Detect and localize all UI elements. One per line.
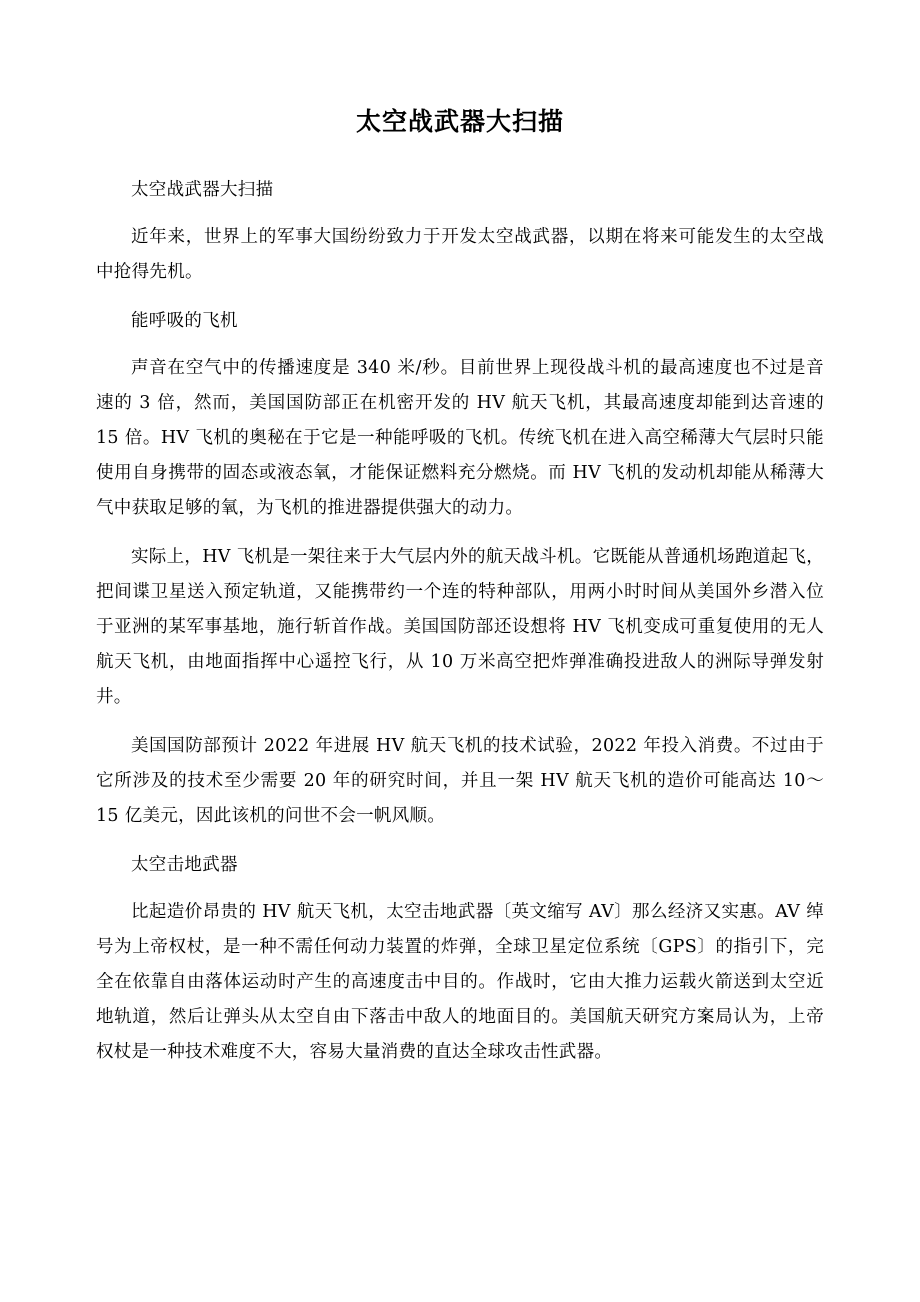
paragraph: 太空击地武器 [131, 855, 238, 875]
paragraph: 声音在空气中的传播速度是 340 米/秒。目前世界上现役战斗机的最高速度也不过是音速的 3 倍，然而，美国国防部正在机密开发的 HV 航天飞机，其最高速度却能到达音速的 15 倍。HV 飞机的奥秘在于它是一种能呼吸的飞机。传统飞机在进入高空稀薄大气层时只能使用自身携带的固态或液态氧，才能保证燃料充分燃烧。而 HV 飞机的发动机却能从稀薄大气中获取足够的氧，为飞机的推进器提供强大的动力。 [96, 358, 824, 518]
page-title: 太空战武器大扫描 [355, 107, 564, 136]
paragraph: 美国国防部预计 2022 年进展 HV 航天飞机的技术试验，2022 年投入消费。不过由于它所涉及的技术至少需要 20 年的研究时间，并且一架 HV 航天飞机的造价可能高达 10～15 亿美元，因此该机的问世不会一帆风顺。 [96, 736, 824, 826]
paragraph: 能呼吸的飞机 [131, 311, 238, 331]
paragraph: 比起造价昂贵的 HV 航天飞机，太空击地武器〔英文缩写 AV〕那么经济又实惠。AV 绰号为上帝权杖，是一种不需任何动力装置的炸弹，全球卫星定位系统〔GPS〕的指引下，完全在依靠自由落体运动时产生的高速度击中目的。作战时，它由大推力运载火箭送到太空近地轨道，然后让弹头从太空自由下落击中敌人的地面目的。美国航天研究方案局认为，上帝权杖是一种技术难度不大，容易大量消费的直达全球攻击性武器。 [96, 902, 824, 1062]
paragraph: 近年来，世界上的军事大国纷纷致力于开发太空战武器，以期在将来可能发生的太空战中抢得先机。 [96, 227, 824, 282]
paragraph: 实际上，HV 飞机是一架往来于大气层内外的航天战斗机。它既能从普通机场跑道起飞，把间谍卫星送入预定轨道，又能携带约一个连的特种部队，用两小时时间从美国外乡潜入位于亚洲的某军事基地，施行斩首作战。美国国防部还设想将 HV 飞机变成可重复使用的无人航天飞机，由地面指挥中心遥控飞行，从 10 万米高空把炸弹准确投进敌人的洲际导弹发射井。 [96, 547, 824, 707]
paragraph: 太空战武器大扫描 [131, 180, 274, 200]
